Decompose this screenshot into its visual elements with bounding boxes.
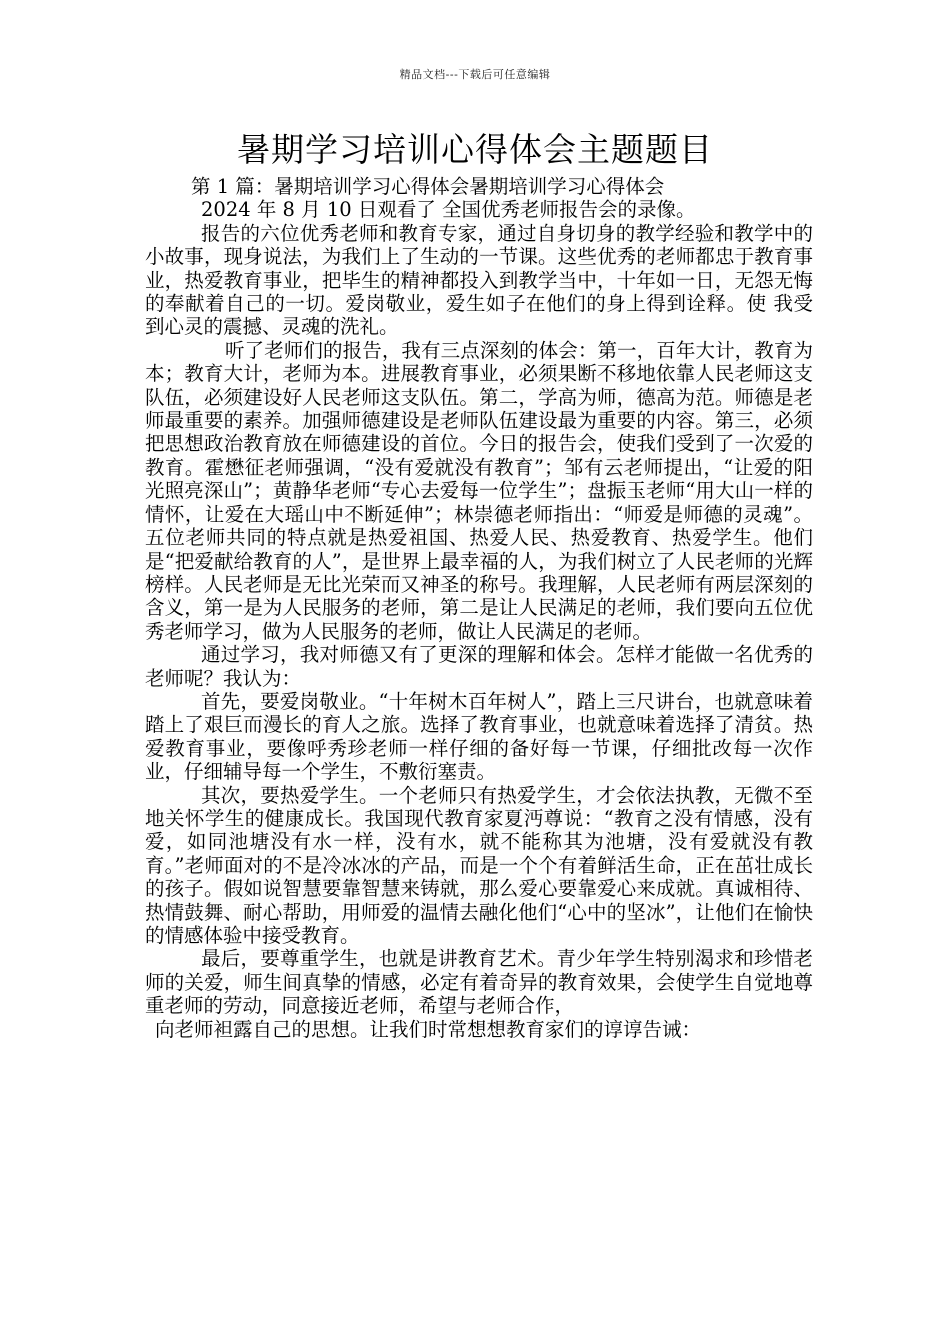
paragraph-2: 听了老师们的报告，我有三点深刻的体会：第一，百年大计，教育为本；教育大计，老师为本。进展教育事业，必须果断不移地依靠人民老师这支队伍，必须建设好人民老师这支队伍。第二，学高为师，德高为范。师德是老师最重要的素养。加强师德建设是老师队伍建设最为重要的内容。第三，必须把思想政治教育放在师德建设的首位。今日的报告会，使我们受到了一次爱的教育。霍懋征老师强调，“没有爱就没有教育”；邹有云老师提出，“让爱的阳光照亮深山”；黄静华老师“专心去爱每一位学生”；盘振玉老师“用大山一样的情怀，让爱在大瑶山中不断延伸”；林崇德老师指出：“师爱是师德的灵魂”。五位老师共同的特点就是热爱祖国、热爱人民、热爱教育、热爱学生。他们是“把爱献给教育的人”，是世界上最幸福的人，为我们树立了人民老师的光辉榜样。人民老师是无比光荣而又神圣的称号。我理解，人民老师有两层深刻的含义，第一是为人民服务的老师，第二是让人民满足的老师，我们要向五位优秀老师学习，做为人民服务的老师，做让人民满足的老师。: [145, 338, 813, 643]
document-body: [145, 175, 813, 1041]
paragraph-3: 通过学习，我对师德又有了更深的理解和体会。怎样才能做一名优秀的老师呢？我认为：: [145, 643, 813, 690]
paragraph-6: 最后，要尊重学生，也就是讲教育艺术。青少年学生特别渴求和珍惜老师的关爱，师生间真挚的情感，必定有着奇异的教育效果，会使学生自觉地尊重老师的劳动，同意接近老师，希望与老师合作，: [145, 947, 813, 1018]
document-title: 暑期学习培训心得体会主题题目: [237, 130, 713, 169]
paragraph-4: 首先，要爱岗敬业。“十年树木百年树人”，踏上三尺讲台，也就意味着踏上了艰巨而漫长的育人之旅。选择了教育事业，也就意味着选择了清贫。热爱教育事业，要像呼秀珍老师一样仔细的备好每一节课，仔细批改每一次作业，仔细辅导每一个学生，不敷衍塞责。: [145, 689, 813, 784]
article-subtitle: 第 1 篇：暑期培训学习心得体会暑期培训学习心得体会: [191, 175, 665, 198]
paragraph-7: 向老师袒露自己的思想。让我们时常想想教育家们的谆谆告诫：: [155, 1017, 702, 1041]
page-header: 精品文档---下载后可任意编辑: [399, 68, 551, 81]
paragraph-1: 报告的六位优秀老师和教育专家，通过自身切身的教学经验和教学中的小故事，现身说法，为我们上了生动的一节课。这些优秀的老师都忠于教育事业，热爱教育事业，把毕生的精神都投入到教学当中，十年如一日，无怨无悔的奉献着自己的一切。爱岗敬业，爱生如子在他们的身上得到诠释。使 我受到心灵的震撼、灵魂的洗礼。: [145, 221, 813, 339]
paragraph-5: 其次，要热爱学生。一个老师只有热爱学生，才会依法执教，无微不至地关怀学生的健康成长。我国现代教育家夏沔尊说：“教育之没有情感，没有爱，如同池塘没有水一样，没有水，就不能称其为池塘，没有爱就没有教育。”老师面对的不是冷冰冰的产品，而是一个个有着鲜活生命，正在茁壮成长的孩子。假如说智慧要靠智慧来铸就，那么爱心要靠爱心来成就。真诚相待、热情鼓舞、耐心帮助，用师爱的温情去融化他们“心中的坚冰”，让他们在愉快的情感体验中接受教育。: [145, 783, 813, 947]
date-line: 2024 年 8 月 10 日观看了 全国优秀老师报告会的录像。: [201, 198, 696, 222]
